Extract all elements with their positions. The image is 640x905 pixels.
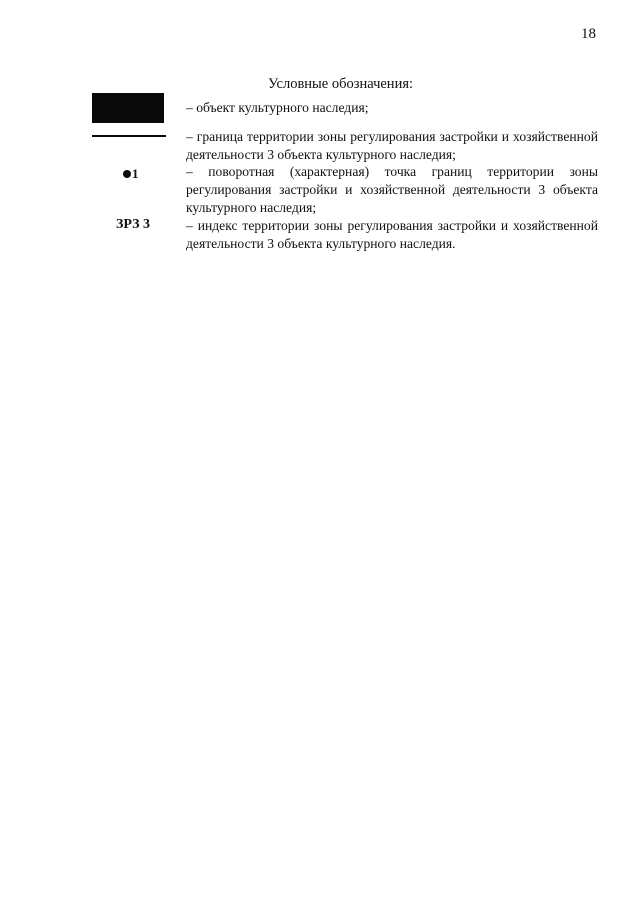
legend-title: Условные обозначения: bbox=[268, 76, 414, 92]
boundary-line-symbol bbox=[92, 135, 166, 137]
legend-item-text: – индекс территории зоны регулирования застройки и хозяйственной деятельности 3 объекта культурного наследия. bbox=[186, 218, 598, 251]
legend-item-heritage-object bbox=[92, 99, 598, 117]
legend-item-text: – поворотная (характерная) точка границ территории зоны регулирования застройки и хозяйственной деятельности 3 объекта культурного наследия; bbox=[186, 164, 598, 215]
zone-index-label: ЗРЗ 3 bbox=[116, 217, 151, 232]
point-number-label: 1 bbox=[132, 166, 139, 181]
legend-item-text: – граница территории зоны регулирования застройки и хозяйственной деятельности 3 объекта культурного наследия; bbox=[186, 129, 598, 162]
legend-symbol-cell bbox=[92, 217, 186, 253]
legend-symbol-cell bbox=[92, 99, 186, 117]
legend-symbol-cell bbox=[92, 163, 186, 217]
page-number: 18 bbox=[581, 26, 596, 42]
legend-symbol-cell bbox=[92, 128, 186, 164]
legend-item-text: – объект культурного наследия; bbox=[186, 100, 369, 115]
legend-item-zone-index bbox=[92, 217, 598, 253]
legend-item-zone-boundary bbox=[92, 128, 598, 164]
legend-item-turning-point bbox=[92, 163, 598, 217]
heritage-object-symbol bbox=[92, 93, 164, 123]
point-dot-icon bbox=[123, 170, 131, 178]
turning-point-symbol bbox=[123, 166, 139, 182]
